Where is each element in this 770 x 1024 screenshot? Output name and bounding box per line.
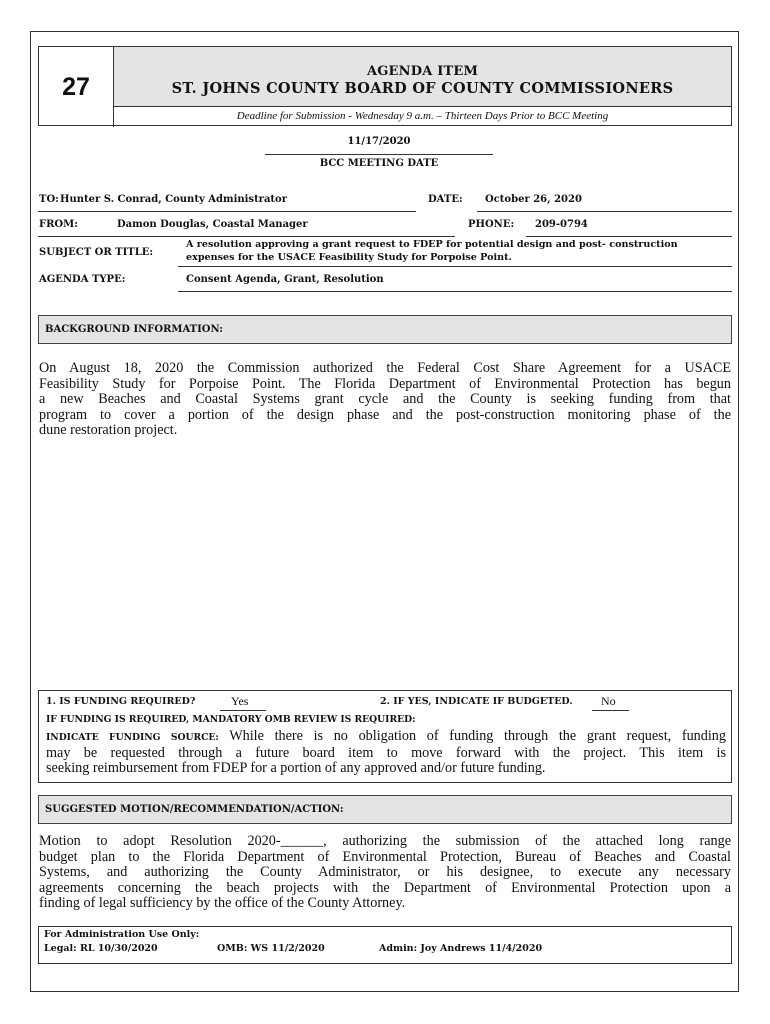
date-label: DATE: xyxy=(428,194,463,205)
budgeted-value: No xyxy=(601,694,616,708)
agenda-type-label: AGENDA TYPE: xyxy=(39,274,126,285)
board-title: ST. JOHNS COUNTY BOARD OF COUNTY COMMISSIONERS xyxy=(171,80,674,97)
to-label: TO: xyxy=(39,194,59,205)
agenda-item-page xyxy=(30,31,739,992)
background-heading: BACKGROUND INFORMATION: xyxy=(38,315,732,344)
funding-source-label: INDICATE FUNDING SOURCE: xyxy=(46,732,219,743)
meeting-date-underline xyxy=(265,154,493,155)
background-text xyxy=(39,361,731,439)
background-line: a new Beaches and Coastal Systems grant cycle and the County is seeking funding from that xyxy=(39,391,731,408)
funding-source-line: may be requested through a future board item to move forward with the project. This item is xyxy=(46,744,726,761)
motion-line: Motion to adopt Resolution 2020-______, authorizing the submission of the attached long range xyxy=(39,833,731,849)
admin-heading: For Administration Use Only: xyxy=(44,929,200,940)
meeting-date-label: BCC MEETING DATE xyxy=(319,158,439,169)
motion-line: finding of legal sufficiency by the office of the County Attorney. xyxy=(39,895,406,912)
omb-review-note: IF FUNDING IS REQUIRED, MANDATORY OMB REVIEW IS REQUIRED: xyxy=(46,714,416,725)
submission-deadline: Deadline for Submission - Wednesday 9 a.m. – Thirteen Days Prior to BCC Meeting xyxy=(236,110,609,122)
phone-underline xyxy=(526,236,732,237)
motion-line: budget plan to the Florida Department of Environmental Protection, Bureau of Beaches and Coastal xyxy=(39,848,731,865)
subject-line-1: A resolution approving a grant request to FDEP for potential design and post- construction xyxy=(186,239,678,250)
budgeted-label: 2. IF YES, INDICATE IF BUDGETED. xyxy=(380,696,573,707)
to-value: Hunter S. Conrad, County Administrator xyxy=(60,194,287,205)
motion-heading: SUGGESTED MOTION/RECOMMENDATION/ACTION: xyxy=(38,795,732,824)
agenda-item-number: 27 xyxy=(39,47,114,127)
background-line: On August 18, 2020 the Commission authorized the Federal Cost Share Agreement for a USACE xyxy=(39,360,731,376)
funding-required-label: 1. IS FUNDING REQUIRED? xyxy=(46,696,196,707)
administration-box xyxy=(38,926,732,964)
funding-required-underline xyxy=(220,710,266,711)
date-underline xyxy=(477,211,732,212)
agenda-type-value: Consent Agenda, Grant, Resolution xyxy=(186,274,384,285)
admin-legal: Legal: RL 10/30/2020 xyxy=(44,943,158,954)
subject-line-2: expenses for the USACE Feasibility Study for Porpoise Point. xyxy=(186,252,512,263)
funding-source-line: seeking reimbursement from FDEP for a portion of any approved and/or future funding. xyxy=(46,760,546,777)
from-value: Damon Douglas, Coastal Manager xyxy=(117,219,308,230)
funding-box xyxy=(38,690,732,783)
funding-source-text xyxy=(46,729,726,777)
agenda-header xyxy=(38,46,732,126)
admin-omb: OMB: WS 11/2/2020 xyxy=(217,943,325,954)
from-underline xyxy=(38,236,455,237)
subject-underline xyxy=(178,266,732,267)
agenda-title-box xyxy=(114,47,731,107)
agenda-title: AGENDA ITEM xyxy=(366,64,479,79)
budgeted-underline xyxy=(592,710,629,711)
background-line: Feasibility Study for Porpoise Point. The Florida Department of Environmental Protection has begun xyxy=(39,375,731,392)
admin-approver: Admin: Joy Andrews 11/4/2020 xyxy=(379,943,543,954)
meeting-date-value: 11/17/2020 xyxy=(347,136,411,147)
subject-label: SUBJECT OR TITLE: xyxy=(39,247,154,258)
motion-line: Systems, and authorizing the County Administrator, or his designee, to execute any necessary xyxy=(39,864,731,881)
background-line: dune restoration project. xyxy=(39,422,178,439)
date-value: October 26, 2020 xyxy=(485,194,582,205)
funding-source-line: INDICATE FUNDING SOURCE: While there is no obligation of funding through the grant request, funding xyxy=(46,728,726,744)
background-line: program to cover a portion of the design phase and the post-construction monitoring phase of the xyxy=(39,406,731,423)
motion-text xyxy=(39,834,731,912)
agenda-type-underline xyxy=(178,291,732,292)
to-underline xyxy=(38,211,416,212)
phone-value: 209-0794 xyxy=(535,219,588,230)
phone-label: PHONE: xyxy=(468,219,515,230)
motion-line: agreements concerning the beach projects with the Department of Environmental Protection upon a xyxy=(39,879,731,896)
funding-required-value: Yes xyxy=(231,694,249,708)
from-label: FROM: xyxy=(39,219,78,230)
